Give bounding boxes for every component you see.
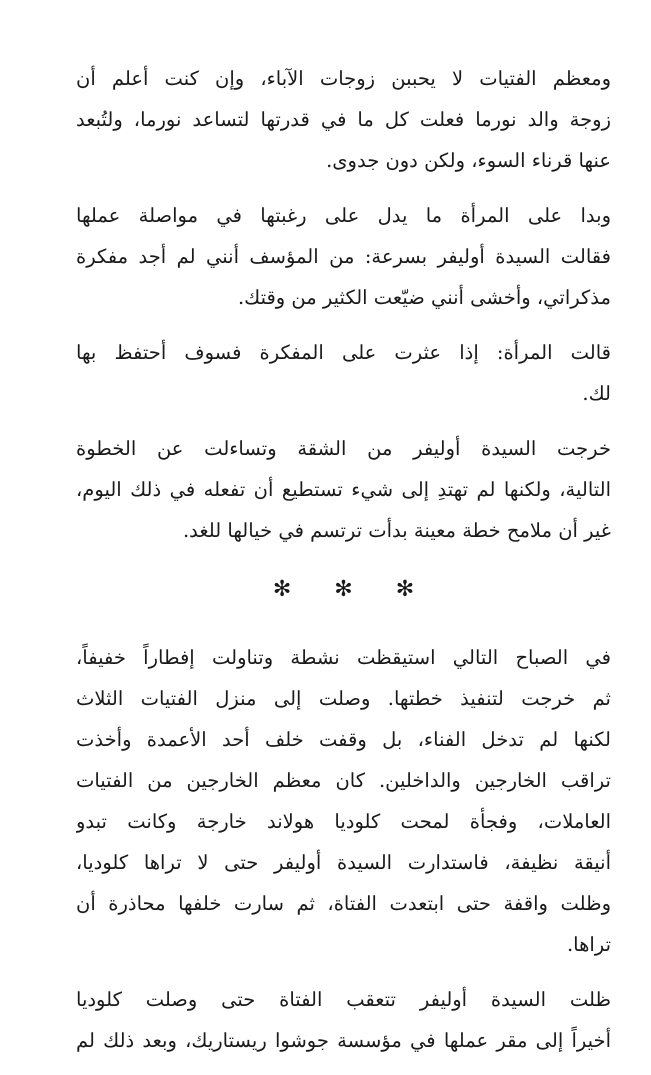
text-line: عنها قرناء السوء، ولكن دون جدوى. <box>326 149 611 172</box>
text-line: العاملات، وفجأة لمحت كلوديا هولاند خارجة وكانت تبدو <box>76 810 611 833</box>
text-line: ثم خرجت لتنفيذ خطتها. وصلت إلى منزل الفتيات الثلاث <box>76 687 611 710</box>
text-line: قالت المرأة: إذا عثرت على المفكرة فسوف أحتفظ بها <box>76 341 611 364</box>
text-line: أنيقة نظيفة، فاستدارت السيدة أوليفر حتى لا تراها كلوديا، <box>76 851 611 874</box>
text-line: في الصباح التالي استيقظت نشطة وتناولت إفطاراً خفيفاً، <box>76 646 611 669</box>
text-line: تراقب الخارجين والداخلين. كان معظم الخارجين من الفتيات <box>76 769 611 792</box>
text-line: التالية، ولكنها لم تهتدِ إلى شيء تستطيع أن تفعله في ذلك اليوم، <box>76 478 611 501</box>
text-line: غير أن ملامح خطة معينة بدأت ترتسم في خيالها للغد. <box>182 519 611 542</box>
text-line: ظلت السيدة أوليفر تتعقب الفتاة حتى وصلت كلوديا <box>76 988 611 1011</box>
text-line: مذكراتي، وأخشى أنني ضيّعت الكثير من وقتك. <box>237 286 611 309</box>
text-line: زوجة والد نورما فعلت كل ما في قدرتها لتساعد نورما، ولتُبعد <box>76 108 611 131</box>
paragraph-following-claudia <box>76 979 611 1061</box>
text-line: وبدا على المرأة ما يدل على رغبتها في مواصلة عملها <box>76 204 611 227</box>
text-line: لك. <box>582 382 611 405</box>
paragraph-woman-reply <box>76 332 611 414</box>
text-line: وظلت واقفة حتى ابتعدت الفتاة، ثم سارت خلفها محاذرة أن <box>76 892 611 915</box>
paragraph-stepmother <box>76 58 611 181</box>
text-line: أخيراً إلى مقر عملها في مؤسسة جوشوا ريستاريك، وبعد ذلك لم <box>76 1029 611 1052</box>
paragraph-notebook <box>76 195 611 318</box>
section-divider: ✻ ✻ ✻ <box>272 577 433 602</box>
text-line: تراها. <box>566 933 611 956</box>
book-page <box>76 58 611 1075</box>
text-line: خرجت السيدة أوليفر من الشقة وتساءلت عن الخطوة <box>76 437 611 460</box>
paragraph-next-morning <box>76 637 611 965</box>
paragraph-leaving-flat <box>76 428 611 551</box>
text-line: لكنها لم تدخل الفناء، بل وقفت خلف أحد الأعمدة وأخذت <box>76 728 611 751</box>
text-line: فقالت السيدة أوليفر بسرعة: من المؤسف أنني لم أجد مفكرة <box>76 245 611 268</box>
text-line: ومعظم الفتيات لا يحببن زوجات الآباء، وإن كنت أعلم أن <box>76 67 611 90</box>
